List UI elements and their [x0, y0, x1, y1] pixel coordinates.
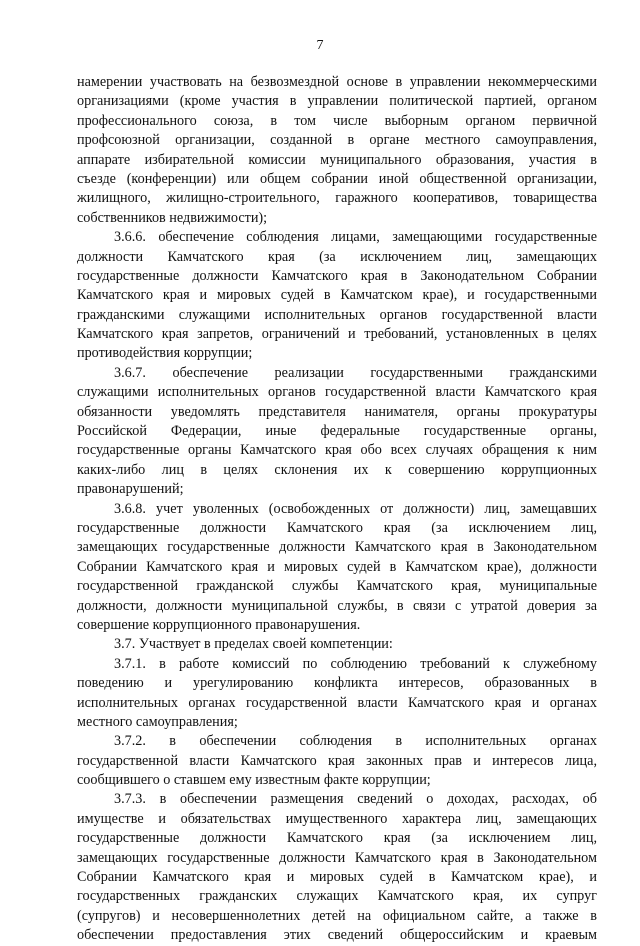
text-line: собственников недвижимости);	[77, 209, 268, 226]
text-line: государственные органы Камчатского края обо всех случаях обращения к ним	[77, 442, 597, 459]
text-line: поведению и урегулированию конфликта интересов, образованных в	[77, 675, 597, 692]
text-line: Камчатского края и мировых судей в Камчатском крае), и государственными	[77, 287, 597, 304]
text-line: государственные должности Камчатского края (за исключением лиц,	[77, 830, 597, 847]
text-line: Собрании Камчатского края и мировых судей в Камчатском крае), должности	[77, 558, 597, 575]
text-line: имуществе и обязательствах имущественного характера лиц, замещающих	[77, 810, 597, 827]
text-line: каких-либо лиц в целях склонения их к совершению коррупционных	[77, 461, 597, 478]
text-line: 3.7. Участвует в пределах своей компетенции:	[114, 636, 393, 653]
text-line: аппарате избирательной комиссии муниципального образования, участия в	[77, 151, 597, 168]
text-line: Собрании Камчатского края и мировых судей в Камчатском крае), и	[77, 869, 597, 886]
text-line: гражданскими служащими исполнительных органов государственной власти	[77, 306, 597, 323]
text-line: 3.7.1. в работе комиссий по соблюдению требований к служебному	[114, 655, 597, 672]
page-number: 7	[316, 38, 324, 53]
text-line: государственной гражданской службы Камчатского края, муниципальные	[77, 578, 597, 595]
text-line: совершение коррупционного правонарушения.	[77, 616, 361, 633]
text-line: 3.7.2. в обеспечении соблюдения в исполнительных органах	[114, 733, 597, 750]
text-line: должности, должности муниципальной службы, в связи с утратой доверия за	[77, 597, 597, 614]
text-line: 3.6.7. обеспечение реализации государственными гражданскими	[114, 364, 597, 381]
text-line: замещающих государственные должности Камчатского края в Законодательном	[77, 539, 597, 556]
text-line: жилищного, жилищно-строительного, гаражного кооперативов, товарищества	[77, 190, 597, 207]
text-line: 3.7.3. в обеспечении размещения сведений о доходах, расходах, об	[114, 791, 597, 808]
text-line: замещающих государственные должности Камчатского края в Законодательном	[77, 849, 597, 866]
text-line: съезде (конференции) или общем собрании иной общественной организации,	[77, 170, 597, 187]
document-body	[77, 73, 597, 946]
text-line: должности Камчатского края (за исключением лиц, замещающих	[77, 248, 597, 265]
text-line: служащими исполнительных органов государственной власти Камчатского края	[77, 384, 597, 401]
text-line: правонарушений;	[77, 481, 184, 498]
text-line: 3.6.6. обеспечение соблюдения лицами, замещающими государственные	[114, 229, 597, 246]
text-line: Камчатского края запретов, ограничений и требований, установленных в целях	[77, 326, 597, 343]
text-line: Российской Федерации, иные федеральные государственные органы,	[77, 423, 597, 440]
text-line: обязанности уведомлять представителя нанимателя, органы прокуратуры	[77, 403, 597, 420]
text-line: противодействия коррупции;	[77, 345, 253, 362]
text-line: государственных гражданских служащих Камчатского края, их супруг	[77, 888, 597, 905]
text-line: обеспечении предоставления этих сведений общероссийским и краевым	[77, 927, 597, 944]
text-line: 3.6.8. учет уволенных (освобожденных от должности) лиц, замещавших	[114, 500, 597, 517]
text-line: намерении участвовать на безвозмездной основе в управлении некоммерческими	[77, 74, 597, 90]
text-line: государственной власти Камчатского края законных прав и интересов лица,	[77, 752, 597, 769]
text-line: профессионального союза, в том числе выборным органом первичной	[77, 112, 597, 129]
text-line: сообщившего о ставшем ему известным факте коррупции;	[77, 772, 431, 789]
text-line: государственные должности Камчатского края в Законодательном Собрании	[77, 267, 597, 284]
text-line: государственные должности Камчатского края (за исключением лиц,	[77, 519, 597, 536]
text-line: (супругов) и несовершеннолетних детей на официальном сайте, а также в	[77, 907, 597, 924]
text-line: организациями (кроме участия в управлении политической партией, органом	[77, 93, 597, 110]
text-line: местного самоуправления;	[77, 713, 238, 730]
text-line: исполнительных органах государственной власти Камчатского края и органах	[77, 694, 597, 711]
text-line: профсоюзной организации, созданной в органе местного самоуправления,	[77, 132, 597, 149]
